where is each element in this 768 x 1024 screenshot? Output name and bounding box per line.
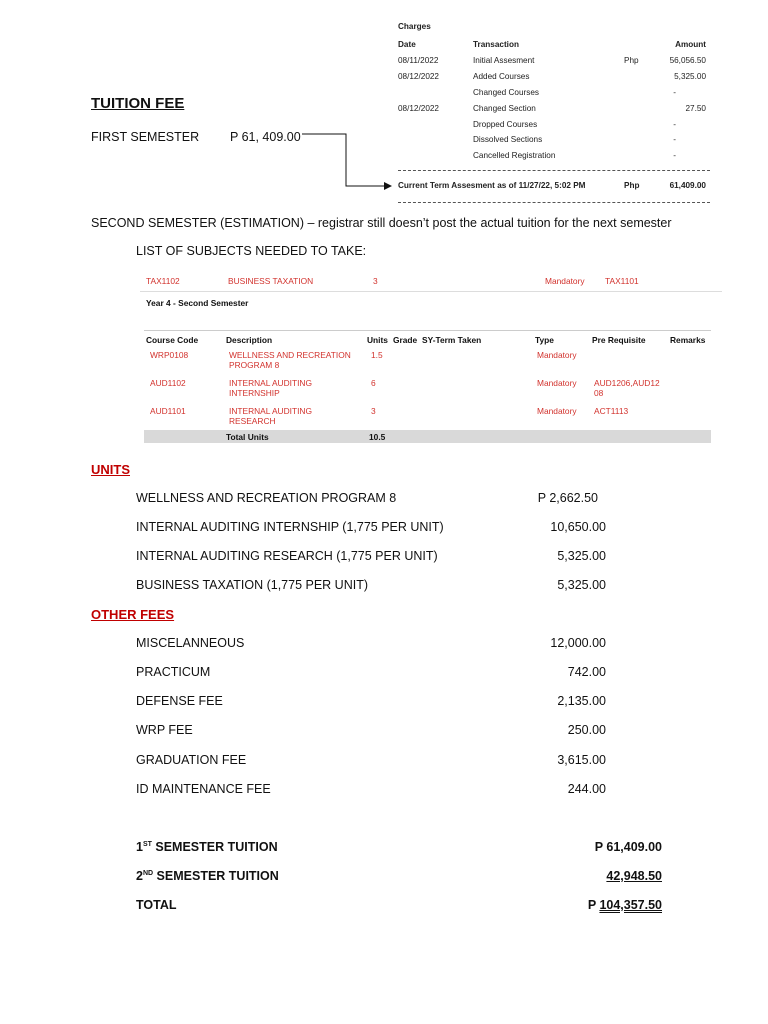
charges-row-transaction: Changed Courses <box>473 88 539 97</box>
year-label: Year 4 - Second Semester <box>146 298 249 308</box>
table-row-description: PROGRAM 8 <box>229 360 280 370</box>
table-row-type: Mandatory <box>537 350 577 360</box>
charges-row <box>398 88 710 100</box>
charges-current-row <box>398 181 710 193</box>
col-header-course-code: Course Code <box>146 335 199 345</box>
charges-row-transaction: Added Courses <box>473 72 530 81</box>
table-row-description: INTERNSHIP <box>229 388 280 398</box>
table-row-units: 6 <box>371 378 376 388</box>
charges-header-row <box>398 40 710 52</box>
fee-label: MISCELANNEOUS <box>136 636 245 650</box>
other-fees-heading: OTHER FEES <box>91 607 175 622</box>
charges-row-amount: - <box>673 120 676 129</box>
charges-row-amount: 5,325.00 <box>674 72 706 81</box>
table-row-type: Mandatory <box>537 406 577 416</box>
charges-row-amount: - <box>673 135 676 144</box>
label-text: SEMESTER TUITION <box>151 840 278 854</box>
fee-amount: P 2,662.50 <box>537 491 598 505</box>
fee-label: INTERNAL AUDITING RESEARCH (1,775 PER UNIT) <box>136 549 438 563</box>
charges-transaction-header: Transaction <box>473 40 519 49</box>
fee-amount: 3,615.00 <box>557 753 606 767</box>
table-row-prereq: ACT1113 <box>594 406 629 416</box>
col-header-description: Description <box>226 335 273 345</box>
col-header-remarks: Remarks <box>670 335 706 345</box>
current-term-amount: 61,409.00 <box>669 181 706 190</box>
grand-total-label: TOTAL <box>136 898 177 912</box>
fee-amount: 12,000.00 <box>550 636 606 650</box>
second-semester-note: SECOND SEMESTER (ESTIMATION) – registrar still doesn’t post the actual tuition for the next semester <box>91 216 672 230</box>
fee-amount: 250.00 <box>567 723 606 737</box>
charges-row-amount: 56,056.50 <box>669 56 706 65</box>
col-header-grade: Grade <box>393 335 418 345</box>
ordinal-suffix: ST <box>142 840 152 848</box>
fee-label: PRACTICUM <box>136 665 211 679</box>
table-row-code: AUD1101 <box>150 406 186 416</box>
charges-divider <box>398 202 710 203</box>
fee-label: INTERNAL AUDITING INTERNSHIP (1,775 PER UNIT) <box>136 520 444 534</box>
charges-row <box>398 56 710 68</box>
first-semester-amount: P 61, 409.00 <box>230 130 301 144</box>
fee-label: DEFENSE FEE <box>136 694 223 708</box>
extra-subject-code: TAX1102 <box>146 276 180 286</box>
charges-row-date: 08/12/2022 <box>398 104 439 113</box>
table-row-code: WRP0108 <box>150 350 189 360</box>
table-row-units: 1.5 <box>371 350 383 360</box>
subjects-heading: LIST OF SUBJECTS NEEDED TO TAKE: <box>136 244 367 258</box>
charges-row-date: 08/12/2022 <box>398 72 439 81</box>
charges-row <box>398 135 710 147</box>
first-semester-tuition-amount: P 61,409.00 <box>594 840 662 854</box>
extra-subject-prereq: TAX1101 <box>605 276 639 286</box>
charges-title: Charges <box>398 22 431 31</box>
charges-row-amount: 27.50 <box>685 104 706 113</box>
charges-row <box>398 104 710 116</box>
table-row-description: RESEARCH <box>229 416 276 426</box>
current-term-currency: Php <box>624 181 640 190</box>
total-units-label: Total Units <box>226 432 269 442</box>
charges-row <box>398 72 710 84</box>
table-row-type: Mandatory <box>537 378 577 388</box>
ordinal-suffix: ND <box>142 869 154 877</box>
charges-divider <box>398 170 710 171</box>
extra-subject-description: BUSINESS TAXATION <box>228 276 314 286</box>
charges-row-transaction: Changed Section <box>473 104 536 113</box>
grand-total-amount: 104,357.50 <box>599 898 662 912</box>
label-text: SEMESTER TUITION <box>153 869 279 883</box>
fee-label: WELLNESS AND RECREATION PROGRAM 8 <box>136 491 397 505</box>
charges-row-transaction: Dropped Courses <box>473 120 538 129</box>
second-semester-tuition-amount: 42,948.50 <box>606 869 662 883</box>
connector-arrow-icon <box>300 128 400 192</box>
charges-row <box>398 120 710 132</box>
charges-row-amount: - <box>673 151 676 160</box>
page-title: TUITION FEE <box>91 95 185 112</box>
fee-amount: 10,650.00 <box>550 520 606 534</box>
fee-label: ID MAINTENANCE FEE <box>136 782 271 796</box>
col-header-type: Type <box>535 335 554 345</box>
fee-label: BUSINESS TAXATION (1,775 PER UNIT) <box>136 578 369 592</box>
charges-row-transaction: Cancelled Registration <box>473 151 556 160</box>
first-semester-label: FIRST SEMESTER <box>91 130 200 144</box>
currency-prefix: P <box>587 898 600 912</box>
ordinal-number: 1 <box>136 840 143 854</box>
charges-row-date: 08/11/2022 <box>398 56 439 65</box>
fee-amount: 742.00 <box>567 665 606 679</box>
col-header-sy-term: SY-Term Taken <box>422 335 482 345</box>
table-top-border <box>144 330 711 331</box>
table-row-description: INTERNAL AUDITING <box>229 406 312 416</box>
divider <box>140 291 722 292</box>
table-row-units: 3 <box>371 406 376 416</box>
units-heading: UNITS <box>91 462 130 477</box>
col-header-units: Units <box>367 335 388 345</box>
fee-label: GRADUATION FEE <box>136 753 247 767</box>
charges-row <box>398 151 710 163</box>
table-row-code: AUD1102 <box>150 378 186 388</box>
charges-row-transaction: Dissolved Sections <box>473 135 543 144</box>
table-row-description: INTERNAL AUDITING <box>229 378 312 388</box>
fee-label: WRP FEE <box>136 723 193 737</box>
fee-amount: 244.00 <box>567 782 606 796</box>
charges-date-header: Date <box>398 40 416 49</box>
charges-row-transaction: Initial Assesment <box>473 56 535 65</box>
charges-amount-header: Amount <box>675 40 706 49</box>
fee-amount: 5,325.00 <box>557 578 606 592</box>
second-semester-tuition-label <box>136 869 279 883</box>
col-header-prereq: Pre Requisite <box>592 335 646 345</box>
fee-amount: 5,325.00 <box>557 549 606 563</box>
first-semester-tuition-label <box>136 840 278 854</box>
table-row-description: WELLNESS AND RECREATION <box>229 350 351 360</box>
table-row-prereq: AUD1206,AUD12 <box>594 378 660 388</box>
grand-total-amount-wrap <box>588 898 662 912</box>
fee-amount: 2,135.00 <box>557 694 606 708</box>
charges-row-amount: - <box>673 88 676 97</box>
table-row-prereq: 08 <box>594 388 604 398</box>
charges-row-currency: Php <box>624 56 639 65</box>
extra-subject-units: 3 <box>373 276 378 286</box>
ordinal-number: 2 <box>136 869 143 883</box>
extra-subject-type: Mandatory <box>545 276 585 286</box>
current-term-label: Current Term Assesment as of 11/27/22, 5:02 PM <box>398 181 586 190</box>
total-units-value: 10.5 <box>369 432 386 442</box>
